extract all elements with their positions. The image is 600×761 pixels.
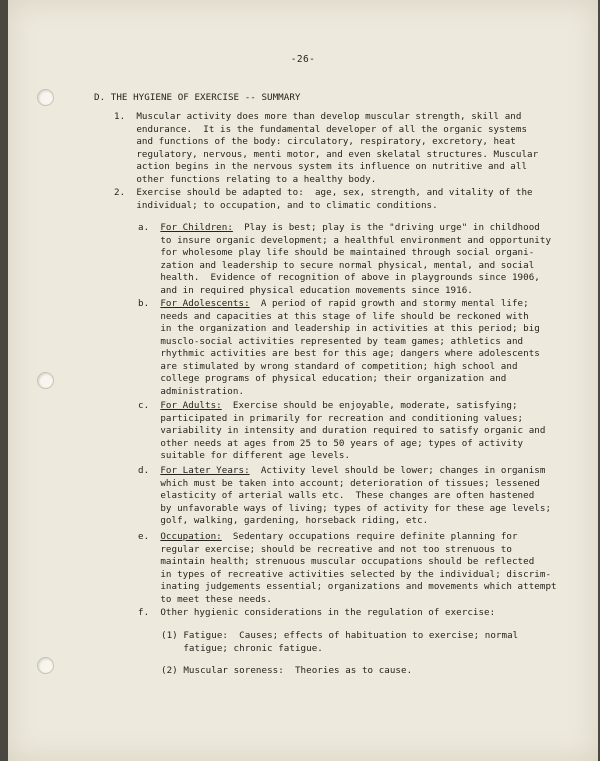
subitem-line: to insure organic development; a healthful environment and opportunity [160,234,552,246]
subitem-line: suitable for different age levels. [160,450,351,461]
item-line: endurance. It is the fundamental developer of all the organic systems [136,123,528,135]
subitem-line: Exercise should be enjoyable, moderate, satisfying; [221,400,518,411]
subitem-e [138,531,557,606]
subitem-letter: f. [138,607,150,618]
subitem-b [138,298,540,398]
item-line: Exercise should be adapted to: age, sex, strength, and vitality of the [136,187,533,198]
consideration-number: (2) [161,665,178,676]
consideration-number: (1) [161,630,178,641]
subitem-letter: e. [138,531,150,542]
subitem-line: zation and leadership to secure normal physical, mental, and social [160,259,535,271]
item-1 [114,111,538,186]
consideration-2 [161,665,412,678]
binder-hole [37,657,54,674]
subitem-letter: b. [138,298,150,309]
subitem-line: A period of rapid growth and stormy mental life; [249,298,529,309]
subitem-line: participated in primarily for recreation and conditioning values; [160,412,524,424]
item-number: 2. [114,187,126,198]
subitem-line: in the organization and leadership in activities at this period; big [160,323,540,334]
page-number: -26- [290,54,316,65]
subitem-line: for wholesome play life should be maintained through social organi- [160,247,535,258]
subitem-line: by unfavorable ways of living; types of activity for these age levels; [160,502,552,514]
subitem-letter: c. [138,400,150,411]
consideration-line: Muscular soreness: Theories as to cause. [183,665,413,676]
item-line: other functions relating to a healthy body. [136,173,377,185]
subitem-line: and in required physical education movements since 1916. [160,284,473,296]
subitem-c [138,400,545,463]
document-page [8,0,598,761]
subitem-line: musclo-social activities represented by team games; athletics and [160,335,524,347]
binder-hole [37,372,54,389]
subitem-line: variability in intensity and duration required to satisfy organic and [160,425,546,436]
subitem-letter: d. [138,465,150,476]
subitem-line: Activity level should be lower; changes in organism [249,465,546,476]
subitem-title: For Later Years: [160,465,250,476]
subitem-line: which must be taken into account; deterioration of tissues; lessened [160,477,540,489]
subitem-line: inating judgements essential; organizations and movements which attempt [160,581,557,592]
subitem-line: other needs at ages from 25 to 50 years of age; types of activity [160,437,524,449]
subitem-line: maintain health; strenuous muscular occupations should be reflected [160,556,535,567]
subitem-d [138,465,551,528]
binder-hole [37,89,54,106]
section-heading: D. THE HYGIENE OF EXERCISE -- SUMMARY [94,92,301,103]
item-line: regulatory, nervous, menti motor, and even skelatal structures. Muscular [136,148,539,160]
item-line: and functions of the body: circulatory, respiratory, excretory, heat [136,136,516,147]
subitem-line: rhythmic activities are best for this age; dangers where adolescents [160,348,540,359]
subitem-line: elasticity of arterial walls etc. These changes are often hastened [160,490,535,501]
subitem-line: golf, walking, gardening, horseback riding, etc. [160,515,429,526]
subitem-line: in types of recreative activities selected by the individual; discrim- [160,568,552,580]
subitem-line: administration. [160,385,245,397]
subitem-line: to meet these needs. [160,593,272,605]
subitem-line: health. Evidence of recognition of above in playgrounds since 1906, [160,272,540,283]
subitem-a [138,222,551,297]
item-line: individual; to occupation, and to climatic conditions. [136,199,438,211]
subitem-line: Sedentary occupations require definite planning for [221,531,518,542]
subitem-title: For Adolescents: [160,298,250,309]
subitem-letter: a. [138,222,150,233]
consideration-1 [161,630,518,655]
consideration-line: fatigue; chronic fatigue. [183,642,323,654]
subitem-line: needs and capacities at this stage of life should be reckoned with [160,310,529,322]
consideration-title: Fatigue: [183,630,228,641]
item-2 [114,187,533,212]
item-line: action begins in the nervous system its influence on nutritive and all [136,161,528,172]
subitem-title: Occupation: [160,531,222,542]
item-line: Muscular activity does more than develop muscular strength, skill and [136,111,522,122]
subitem-title: For Children: [160,222,233,233]
subitem-title: For Adults: [160,400,222,411]
subitem-line: regular exercise; should be recreative and not too strenuous to [160,543,512,555]
consideration-line: Causes; effects of habituation to exercise; normal [228,630,519,641]
subitem-line: Play is best; play is the "driving urge" in childhood [232,222,540,233]
subitem-line: are stimulated by wrong standard of competition; high school and [160,360,518,372]
subitem-line: college programs of physical education; their organization and [160,373,507,384]
item-number: 1. [114,111,126,122]
subitem-f [138,607,495,620]
subitem-line: Other hygienic considerations in the regulation of exercise: [160,607,496,618]
